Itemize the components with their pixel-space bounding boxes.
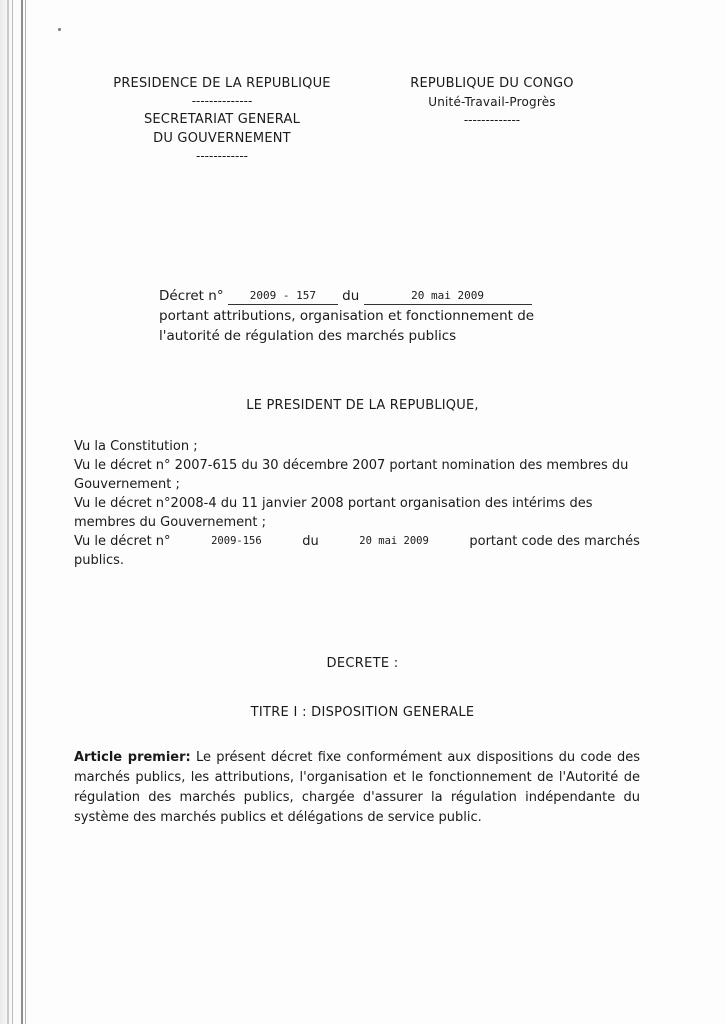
decree-title-line3: l'autorité de régulation des marchés publics <box>159 328 457 344</box>
visa-decret-code <box>74 532 640 551</box>
header-separator: ------------- <box>463 113 521 127</box>
visa-v4-du: du <box>302 534 319 549</box>
decree-date: 20 mai 2009 <box>364 288 532 305</box>
decree-title-line1 <box>159 286 579 306</box>
article-text: Le présent décret fixe conformément aux dispositions du code des marchés publics, les attributions, l'organisation et le fonctionnement de l'Autorité de régulation des marchés publics, chargée d'assurer la régulation indépendante du système des marchés publics et délégations de service public. <box>74 750 640 825</box>
visa-v4-date: 20 mai 2009 <box>359 535 429 547</box>
visa-v4-number: 2009-156 <box>211 535 262 547</box>
visa-decret-nomination: Vu le décret n° 2007-615 du 30 décembre 2007 portant nomination des membres du Gouvernement ; <box>74 458 629 492</box>
decree-du: du <box>342 288 360 304</box>
decree-number: 2009 - 157 <box>228 288 338 305</box>
scan-line <box>21 0 23 1024</box>
scan-speck <box>58 28 61 31</box>
visa-constitution: Vu la Constitution ; <box>74 439 198 454</box>
decree-title-line2: portant attributions, organisation et fonctionnement de <box>159 308 535 324</box>
scan-line <box>7 0 9 1024</box>
header-gouvernement: DU GOUVERNEMENT <box>153 131 291 146</box>
header-secretariat: SECRETARIAT GENERAL <box>143 112 301 127</box>
visa-v4-prefix: Vu le décret n° <box>74 534 171 549</box>
visa-v4-tail: publics. <box>74 553 125 568</box>
scan-edge <box>0 0 32 1024</box>
header-left <box>84 74 360 165</box>
decree-prefix: Décret n° <box>159 288 224 304</box>
article-label: Article premier: <box>74 750 191 765</box>
visa-decret-interims: Vu le décret n°2008-4 du 11 janvier 2008 portant organisation des intérims des membres du Gouvernement ; <box>74 496 593 530</box>
scan-line <box>12 0 13 1024</box>
header-motto: Unité-Travail-Progrès <box>428 95 556 109</box>
titre-heading: TITRE I : DISPOSITION GENERALE <box>250 705 475 720</box>
decrete-heading: DECRETE : <box>326 656 399 671</box>
article-premier <box>74 748 640 828</box>
visas <box>74 437 640 570</box>
header-right <box>386 74 598 129</box>
header-separator: -------------- <box>191 94 253 108</box>
scan-line <box>25 0 26 1024</box>
decree-title <box>159 286 579 346</box>
visa-v4-suffix: portant code des marchés <box>469 534 640 549</box>
president-heading: LE PRESIDENT DE LA REPUBLIQUE, <box>246 398 479 413</box>
header-presidence: PRESIDENCE DE LA REPUBLIQUE <box>113 76 331 91</box>
header-separator: ------------ <box>196 149 248 163</box>
header-republique: REPUBLIQUE DU CONGO <box>410 76 574 91</box>
